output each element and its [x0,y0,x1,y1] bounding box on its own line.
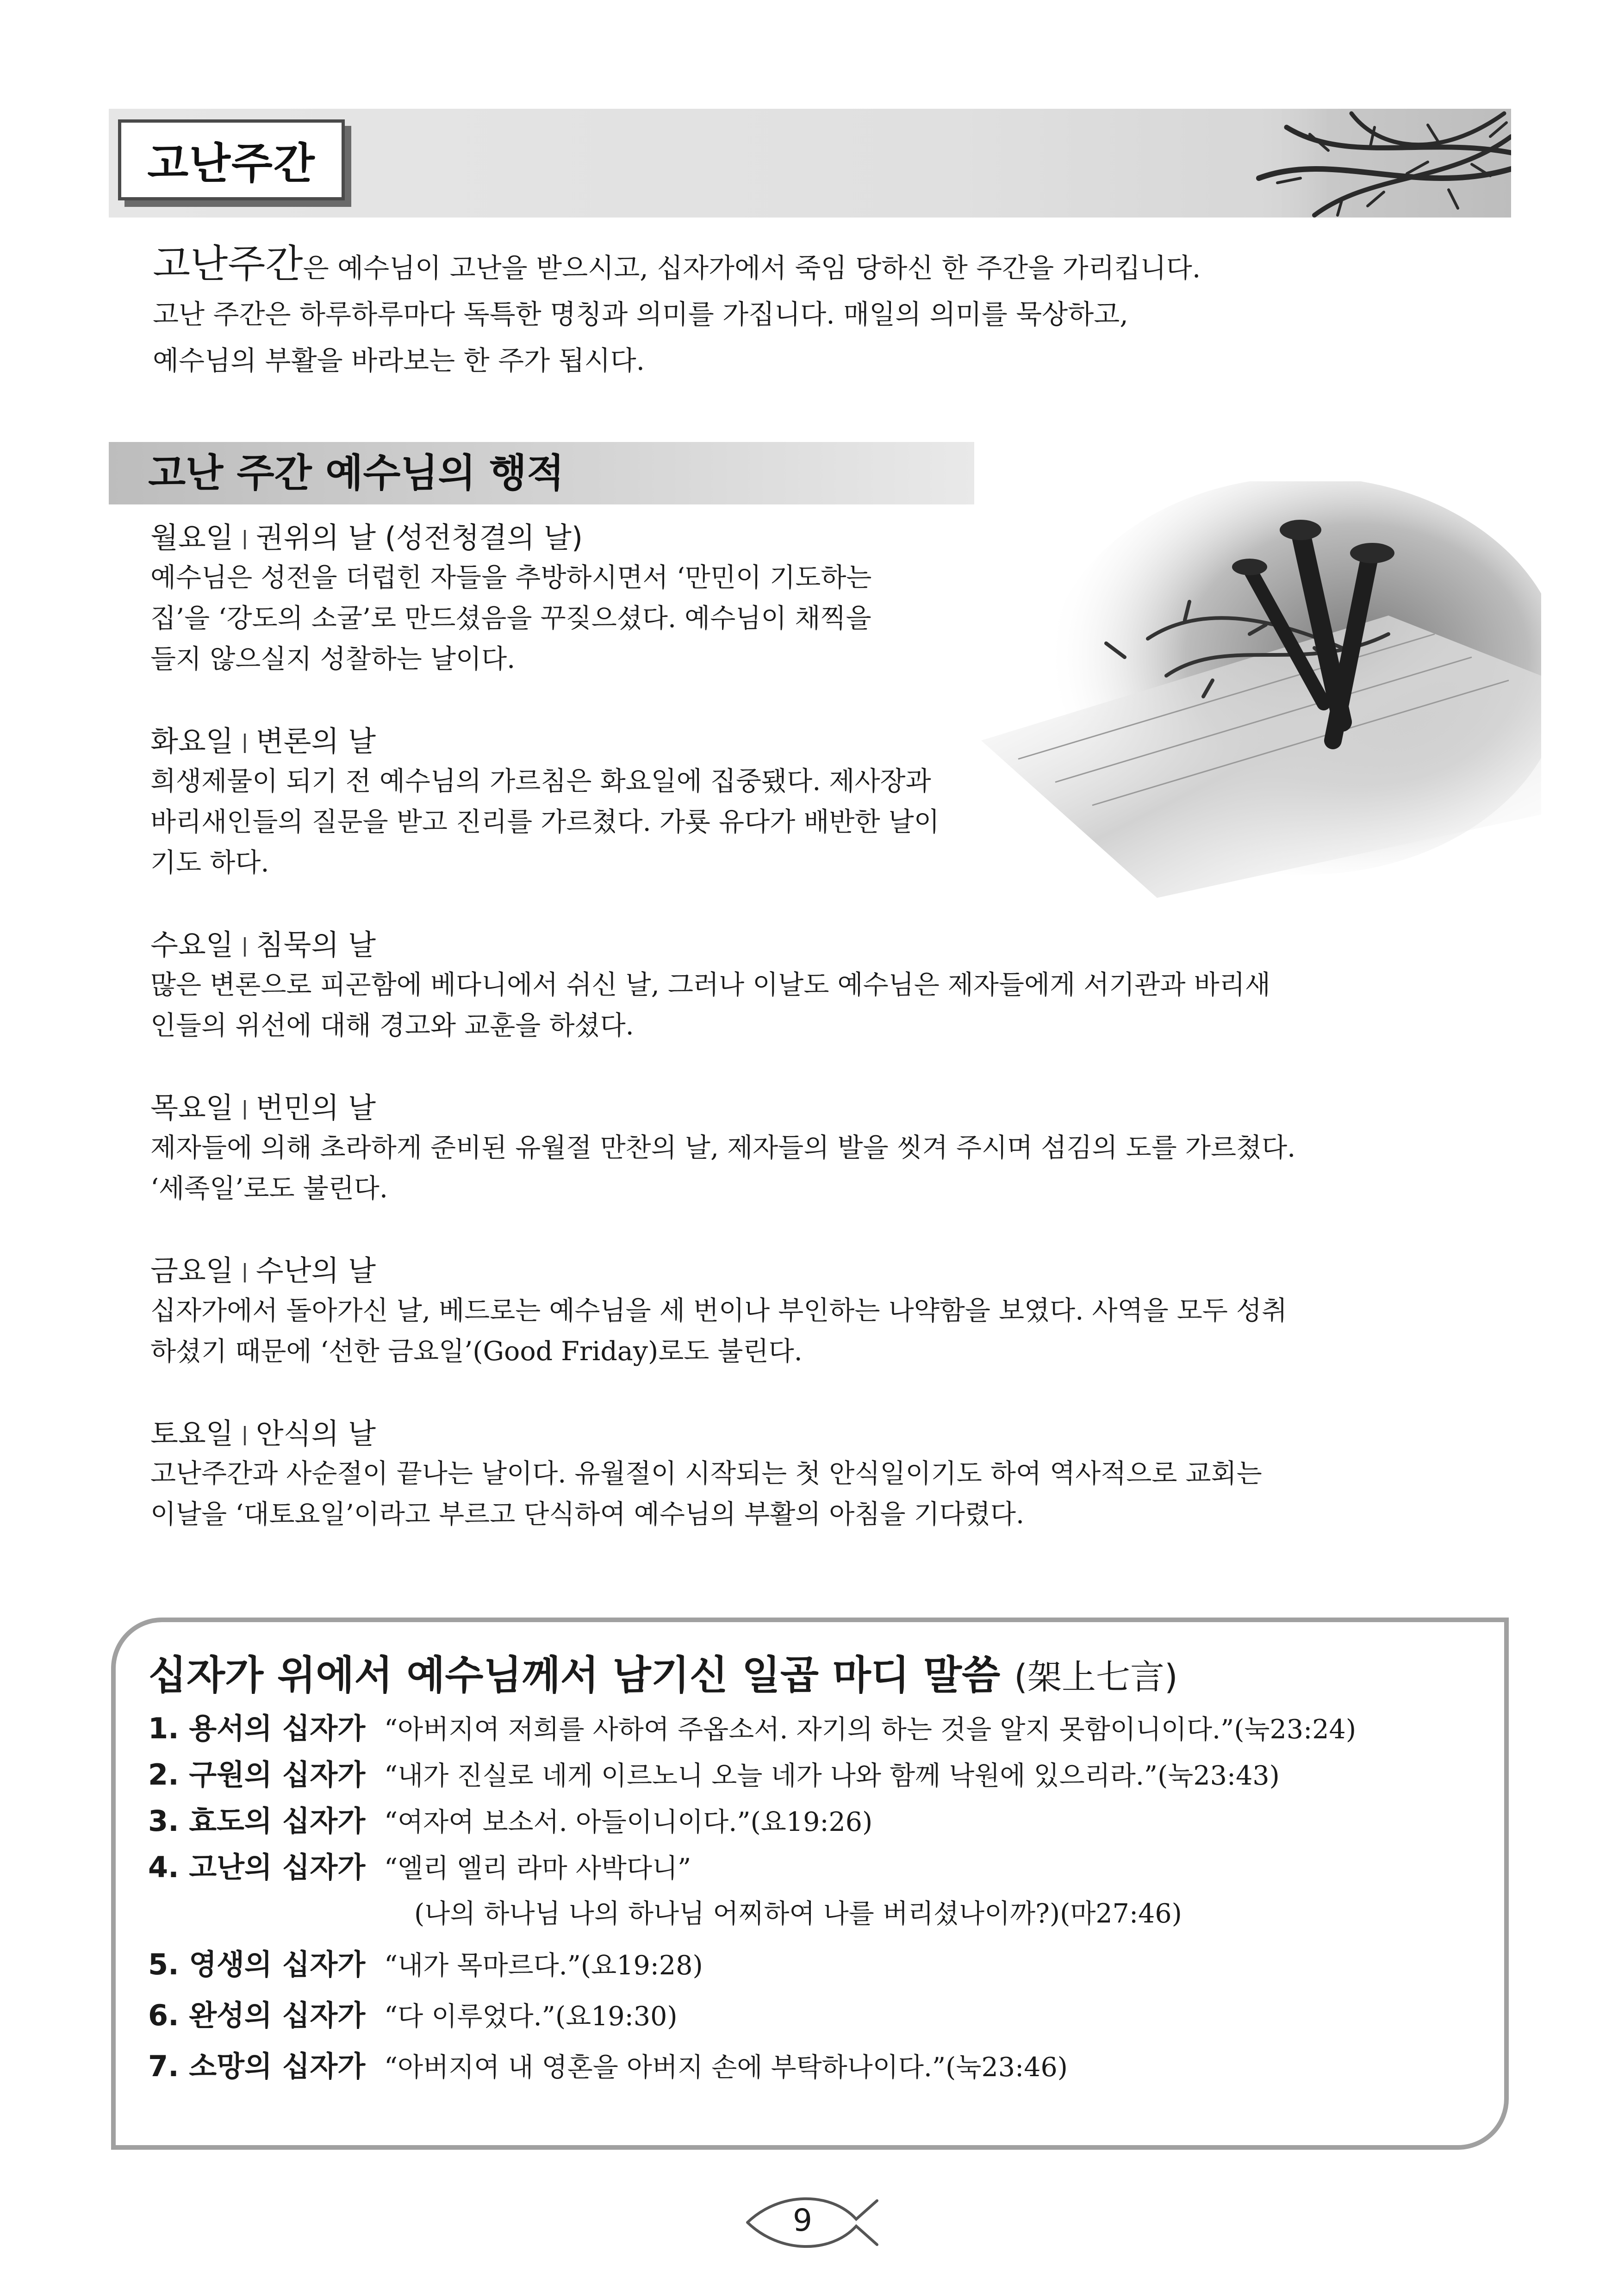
day-saturday [150,1414,1516,1535]
separator [244,1100,246,1120]
saying-label: 7. 소망의 십자가 [148,2049,366,2083]
saying-quote: “아버지여 내 영혼을 아버지 손에 부탁하나이다.”(눅23:46) [384,2052,1068,2083]
day-text-line: 바리새인들의 질문을 받고 진리를 가르쳤다. 가룟 유다가 배반한 날이 [150,807,940,837]
day-text-line: 제자들에 의해 초라하게 준비된 유월절 만찬의 날, 제자들의 발을 씻겨 주시며 섬김의 도를 가르쳤다. [150,1132,1296,1163]
day-wednesday [150,926,1516,1046]
day-name: 목요일 [150,1091,234,1125]
saying-quote: “내가 목마르다.”(요19:28) [384,1950,703,1981]
day-name: 수요일 [150,928,234,962]
day-text-line: 집’을 ‘강도의 소굴’로 만드셨음을 꾸짖으셨다. 예수님이 채찍을 [150,603,871,634]
day-thursday [150,1089,1516,1209]
page-number-area [738,2194,882,2252]
day-title: 수난의 날 [255,1254,376,1288]
day-title: 변론의 날 [255,724,376,758]
day-description [150,761,1516,883]
day-heading [150,518,1516,557]
saying-label: 3. 효도의 십자가 [148,1804,366,1838]
saying-item [148,1944,703,1993]
day-text-line: 고난주간과 사순절이 끝나는 날이다. 유월절이 시작되는 첫 안식일이기도 하여 역사적으로 교회는 [150,1458,1262,1489]
saying-quote: “아버지여 저희를 사하여 주옵소서. 자기의 하는 것을 알지 못함이니이다.”(눅23:24) [384,1714,1357,1745]
day-text-line: 기도 하다. [150,847,269,878]
day-description [150,1127,1516,1209]
day-title: 번민의 날 [255,1091,376,1125]
saying-label: 4. 고난의 십자가 [148,1850,366,1884]
intro-lead: 고난주간 [153,241,303,286]
intro-line-3: 예수님의 부활을 바라보는 한 주가 됩시다. [153,345,645,376]
day-description [150,964,1516,1046]
intro-paragraph [153,241,1495,384]
saying-quote: “여자여 보소서. 아들이니이다.”(요19:26) [384,1807,873,1837]
day-name: 화요일 [150,724,234,758]
saying-item [148,1800,872,1849]
section-heading: 고난 주간 예수님의 행적 [148,450,565,496]
intro-line-1-rest: 은 예수님이 고난을 받으시고, 십자가에서 죽임 당하신 한 주간을 가리킵니다. [303,252,1201,284]
day-description [150,557,1516,679]
day-text-line: 희생제물이 되기 전 예수님의 가르침은 화요일에 집중됐다. 제사장과 [150,766,931,796]
day-heading [150,1414,1516,1453]
intro-line-2: 고난 주간은 하루하루마다 독특한 명칭과 의미를 가집니다. 매일의 의미를 묵상하고, [153,299,1128,330]
header-title-box [118,119,345,200]
saying-label: 2. 구원의 십자가 [148,1758,366,1792]
day-text-line: 들지 않으실지 성찰하는 날이다. [150,644,516,674]
saying-item [148,1708,1356,1757]
sayings-title-sub: (架上七言) [1014,1657,1178,1697]
day-heading [150,1251,1516,1290]
day-text-line: ‘세족일’로도 불린다. [150,1173,388,1204]
day-text-line: 하셨기 때문에 ‘선한 금요일’(Good Friday)로도 불린다. [150,1336,803,1367]
saying-item [148,1847,691,1896]
day-description [150,1290,1516,1372]
day-heading [150,722,1516,761]
day-tuesday [150,722,1516,883]
crown-of-thorns-image [1231,109,1511,218]
day-name: 토요일 [150,1417,234,1450]
saying-quote: “다 이루었다.”(요19:30) [384,2001,678,2032]
page-title: 고난주간 [147,138,316,188]
saying-quote: “엘리 엘리 라마 사박다니” [384,1853,691,1884]
holy-week-days [150,518,1516,1577]
saying-item [148,2046,1068,2095]
sayings-title-main: 십자가 위에서 예수님께서 남기신 일곱 마디 말씀 [148,1652,1001,1699]
day-heading [150,1089,1516,1127]
day-heading [150,926,1516,964]
day-monday [150,518,1516,679]
saying-label: 1. 용서의 십자가 [148,1711,366,1745]
saying-item [148,1995,678,2044]
day-name: 월요일 [150,521,234,554]
saying-label: 6. 완성의 십자가 [148,1998,366,2032]
intro-line-1 [153,241,1495,291]
separator [244,1263,246,1282]
day-text-line: 예수님은 성전을 더럽힌 자들을 추방하시면서 ‘만민이 기도하는 [150,562,872,593]
separator [244,530,246,549]
separator [244,734,246,753]
day-description [150,1453,1516,1535]
saying-item [148,1754,1280,1803]
separator [244,937,246,957]
separator [244,1426,246,1445]
day-text-line: 십자가에서 돌아가신 날, 베드로는 예수님을 세 번이나 부인하는 나약함을 보였다. 사역을 모두 성취 [150,1295,1288,1326]
day-title: 안식의 날 [255,1417,376,1450]
day-name: 금요일 [150,1254,234,1288]
saying-quote-continuation: (나의 하나님 나의 하나님 어찌하여 나를 버리셨나이까?)(마27:46) [414,1898,1182,1929]
day-friday [150,1251,1516,1372]
day-title: 침묵의 날 [255,928,376,962]
day-text-line: 이날을 ‘대토요일’이라고 부르고 단식하여 예수님의 부활의 아침을 기다렸다. [150,1499,1025,1530]
day-text-line: 많은 변론으로 피곤함에 베다니에서 쉬신 날, 그러나 이날도 예수님은 제자들에게 서기관과 바리새 [150,970,1270,1000]
day-text-line: 인들의 위선에 대해 경고와 교훈을 하셨다. [150,1010,634,1041]
saying-label: 5. 영생의 십자가 [148,1948,366,1981]
seven-sayings-title [148,1648,1178,1705]
saying-quote: “내가 진실로 네게 이르노니 오늘 네가 나와 함께 낙원에 있으리라.”(눅23:43) [384,1761,1280,1791]
page-number: 9 [793,2203,812,2238]
day-title: 권위의 날 (성전청결의 날) [255,521,583,554]
